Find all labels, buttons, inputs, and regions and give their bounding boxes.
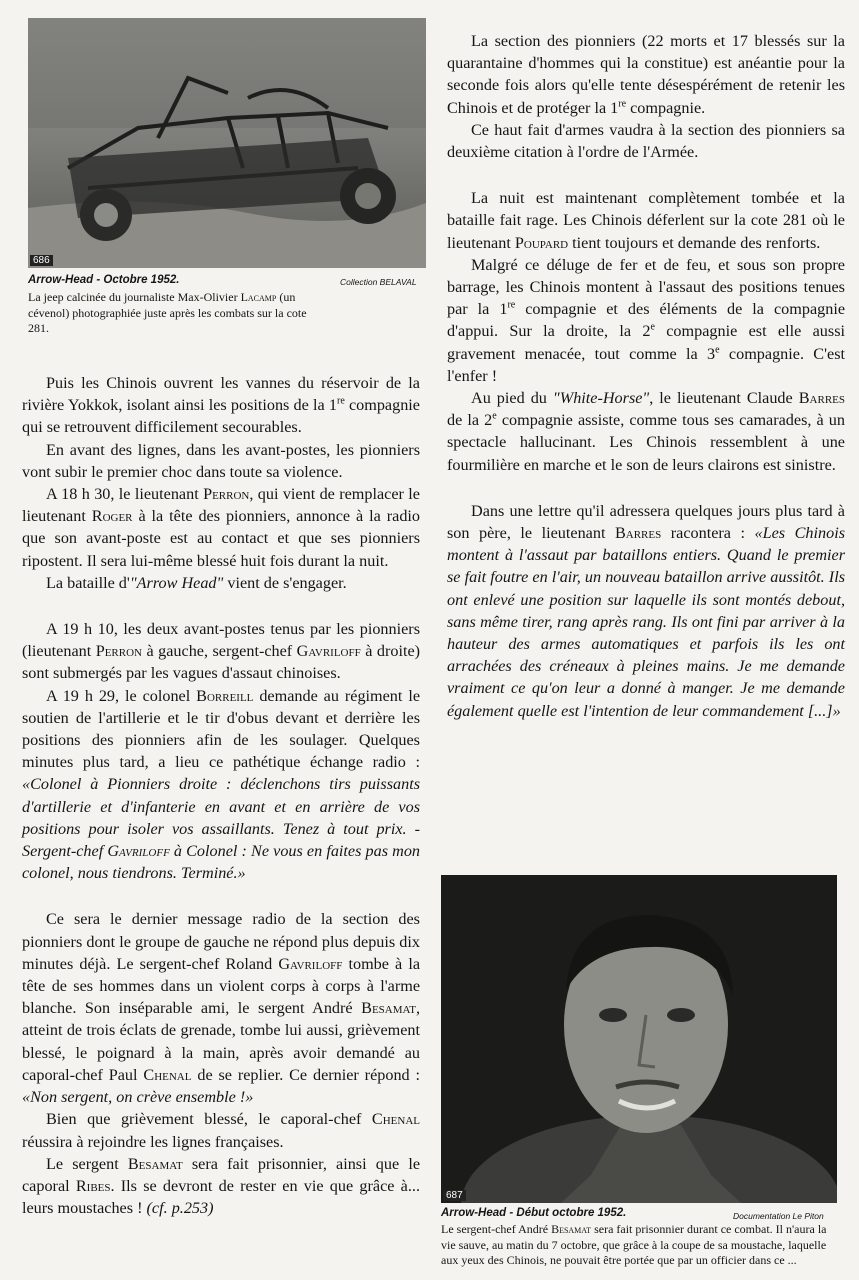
paragraph: Malgré ce déluge de fer et de feu, et sous son propre barrage, les Chinois montent à l'assaut des positions tenues par la 1re compagnie et des éléments de la compagnie d'appui. Sur la droite, la 2e compagnie est elle aussi gravement menacée, tout comme la 3e compagnie. C'est l'enfer !	[447, 255, 846, 385]
left-column	[22, 372, 420, 1219]
photo-number: 686	[30, 255, 53, 266]
right-column	[447, 30, 845, 722]
photo-caption: Le sergent-chef André Besamat sera fait prisonnier durant ce combat. Il n'aura la vie sauve, au matin du 7 octobre, que grâce à la coupe de sa moustache, laquelle aux yeux des Chinois, ne pouvait être portée que par un officier dans ce ...	[441, 1222, 827, 1267]
paragraph: A 18 h 30, le lieutenant Perron, qui vient de remplacer le lieutenant Roger à la tête des pionniers, annonce à la radio que son avant-poste est au contact et que ses pionniers ripostent. Il sera lui-même blessé huit fois durant la nuit.	[22, 485, 420, 570]
photo-credit: Collection BELAVAL	[340, 277, 417, 287]
paragraph: Au pied du "White-Horse", le lieutenant Claude Barres de la 2e compagnie assiste, comme tous ses camarades, à un spectacle hallucinant. Les Chinois ressemblent à une fourmilière en marche et le son de leurs clairons est sinistre.	[447, 389, 846, 474]
photo-caption-heading: Arrow-Head - Début octobre 1952.	[441, 1207, 627, 1219]
photo-caption-heading: Arrow-Head - Octobre 1952.	[28, 274, 180, 286]
paragraph: La nuit est maintenant complètement tombée et la bataille fait rage. Les Chinois déferlent sur la cote 281 où le lieutenant Poupard tient toujours et demande des renforts.	[447, 189, 845, 252]
portrait-photo	[441, 875, 837, 1203]
paragraph: Bien que grièvement blessé, le caporal-chef Chenal réussira à rejoindre les lignes françaises.	[22, 1110, 420, 1151]
jeep-photo	[28, 18, 426, 268]
paragraph: Le sergent Besamat sera fait prisonnier, ainsi que le caporal Ribes. Ils se devront de rester en vie que grâce à... leurs moustaches ! (cf. p.253)	[22, 1154, 421, 1218]
photo-caption: La jeep calcinée du journaliste Max-Olivier Lacamp (un cévenol) photographiée juste après les combats sur la cote 281.	[28, 290, 307, 335]
paragraph: A 19 h 10, les deux avant-postes tenus par les pionniers (lieutenant Perron à gauche, sergent-chef Gavriloff à droite) sont submergés par les vagues d'assaut chinoises.	[22, 620, 421, 683]
paragraph: La bataille d'"Arrow Head" vient de s'engager.	[46, 573, 347, 592]
paragraph: Puis les Chinois ouvrent les vannes du réservoir de la rivière Yokkok, isolant ainsi les positions de la 1re compagnie qui se retrouvent difficilement secourables.	[22, 374, 420, 437]
paragraph: Ce sera le dernier message radio de la section des pionniers dont le groupe de gauche ne répond plus depuis dix minutes déjà. Le sergent-chef Roland Gavriloff tombe à la tête de ses hommes dans un violent corps à corps à l'arme blanche. Son inséparable ami, le sergent André Besamat, atteint de trois éclats de grenade, tombe lui aussi, grièvement blessé, le poignard à la main, après avoir demandé au caporal-chef Paul Chenal de se replier. Ce dernier répond : «Non sergent, on crève ensemble !»	[22, 910, 421, 1107]
paragraph: Ce haut fait d'armes vaudra à la section des pionniers sa deuxième citation à l'ordre de l'Armée.	[447, 120, 845, 162]
photo-number: 687	[443, 1190, 466, 1201]
paragraph: La section des pionniers (22 morts et 17 blessés sur la quarantaine d'hommes qui la constitue) est anéantie pour la seconde fois alors qu'elle tente désespérément de retenir les Chinois et de protéger la 1re compagnie.	[447, 32, 845, 117]
paragraph: A 19 h 29, le colonel Borreill demande au régiment le soutien de l'artillerie et le tir d'obus devant et derrière les positions des pionniers afin de les soulager. Quelques minutes plus tard, a lieu ce pathétique échange radio : «Colonel à Pionniers droite : déclenchons tirs puissants d'artillerie et d'infanterie en avant et en arrière de vos positions pour isoler vos assaillants. Tenez à tout prix. - Sergent-chef Gavriloff à Colonel : Ne vous en faites pas mon colonel, nous tiendrons. Terminé.»	[22, 686, 421, 883]
photo-credit: Documentation Le Piton	[733, 1211, 824, 1221]
paragraph: Dans une lettre qu'il adressera quelques jours plus tard à son père, le lieutenant Barres racontera : «Les Chinois montent à l'assaut par bataillons entiers. Quand le premier se fait foutre en l'air, un nouveau bataillon arrive aussitôt. Ils ont enlevé une position sur laquelle ils sont montés debout, sans même tirer, rang après rang. Ils ont fini par arriver à la hauteur des armes automatiques et parfois ils les ont arrachées des créneaux à pleines mains. Je me demande vraiment ce qu'on leur a donné à manger. Je me demande également quelle est l'intention de leur commandement [...]»	[447, 501, 845, 720]
paragraph: En avant des lignes, dans les avant-postes, les pionniers vont subir le premier choc dans toute sa violence.	[22, 440, 420, 481]
